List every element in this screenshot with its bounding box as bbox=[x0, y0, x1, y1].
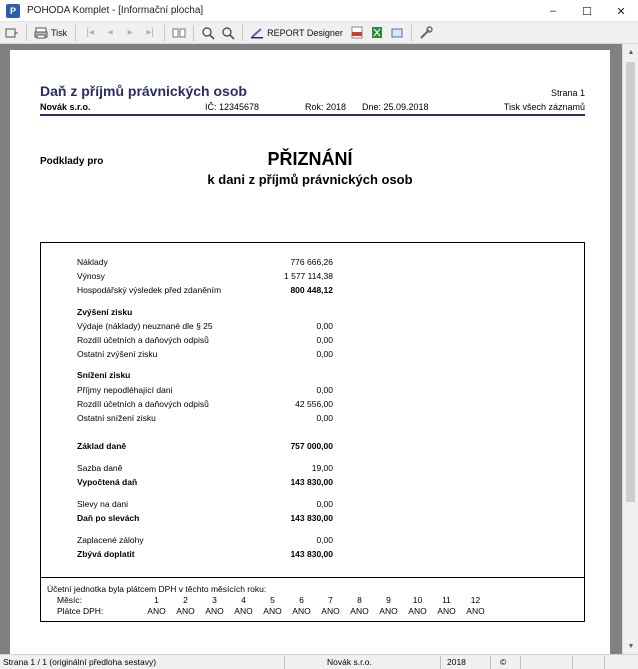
month-number: 11 bbox=[442, 595, 451, 605]
pdf-icon[interactable] bbox=[349, 25, 365, 41]
toolbar-separator bbox=[242, 25, 243, 41]
report-preview-area[interactable] bbox=[0, 44, 622, 654]
month-number: 7 bbox=[328, 595, 333, 605]
row-value: 19,00 bbox=[311, 463, 333, 473]
toolbar-separator bbox=[26, 25, 27, 41]
scroll-down-icon[interactable]: ▼ bbox=[627, 642, 635, 650]
status-company: Novák s.r.o. bbox=[327, 657, 372, 667]
section-heading: Zvýšení zisku bbox=[77, 307, 133, 317]
vat-payer-answer: ANO bbox=[350, 606, 369, 616]
vat-payer-box bbox=[40, 577, 585, 622]
row-label: Ostatní snížení zisku bbox=[77, 413, 156, 423]
status-divider bbox=[520, 656, 521, 669]
vat-payer-answer: ANO bbox=[466, 606, 485, 616]
month-number: 2 bbox=[183, 595, 188, 605]
report-toolbar bbox=[0, 22, 638, 44]
row-label: Vypočtená daň bbox=[77, 477, 138, 487]
row-label: Hospodářský výsledek před zdaněním bbox=[77, 285, 222, 295]
row-value: 143 830,00 bbox=[290, 513, 333, 523]
row-value: 0,00 bbox=[316, 349, 333, 359]
month-number: 1 bbox=[154, 595, 159, 605]
zoom-in-icon[interactable] bbox=[200, 25, 216, 41]
vat-payer-answer: ANO bbox=[205, 606, 224, 616]
pohoda-app-icon: P bbox=[6, 4, 20, 18]
row-value: 800 448,12 bbox=[290, 285, 333, 295]
status-year: 2018 bbox=[447, 657, 466, 667]
report-year: Rok: 2018 bbox=[305, 102, 347, 112]
page-number: Strana 1 bbox=[550, 88, 585, 98]
vat-payer-answer: ANO bbox=[234, 606, 253, 616]
settings-tools-icon[interactable] bbox=[418, 25, 434, 41]
minimize-button[interactable]: – bbox=[549, 5, 557, 17]
row-value: 0,00 bbox=[316, 535, 333, 545]
print-label: Tisk bbox=[51, 27, 68, 38]
two-pages-icon[interactable] bbox=[171, 25, 187, 41]
row-value: 143 830,00 bbox=[290, 549, 333, 559]
status-divider bbox=[440, 656, 441, 669]
vat-payer-answer: ANO bbox=[147, 606, 166, 616]
report-title: Daň z příjmů právnických osob bbox=[40, 83, 247, 99]
vertical-scrollbar[interactable] bbox=[622, 44, 638, 654]
vat-payer-answer: ANO bbox=[437, 606, 456, 616]
month-number: 3 bbox=[212, 595, 217, 605]
row-value: 1 577 114,38 bbox=[284, 271, 333, 281]
status-bar bbox=[0, 654, 638, 669]
month-number: 8 bbox=[357, 595, 362, 605]
status-info-icon: © bbox=[500, 657, 507, 667]
toolbar-separator bbox=[193, 25, 194, 41]
export-icon[interactable] bbox=[4, 25, 20, 41]
row-value: 0,00 bbox=[316, 499, 333, 509]
company-ic: IČ: 12345678 bbox=[205, 102, 260, 112]
vat-payer-answer: ANO bbox=[379, 606, 398, 616]
vat-note: Účetní jednotka byla plátcem DPH v těchto měsících roku: bbox=[47, 584, 267, 594]
row-label: Rozdíl účetních a daňových odpisů bbox=[77, 335, 209, 345]
report-page bbox=[10, 50, 610, 654]
payer-label: Plátce DPH: bbox=[57, 606, 104, 616]
company-name: Novák s.r.o. bbox=[40, 102, 91, 112]
header-divider bbox=[40, 114, 585, 116]
printer-icon bbox=[33, 25, 49, 41]
row-label: Slevy na dani bbox=[77, 499, 129, 509]
excel-icon[interactable] bbox=[369, 25, 385, 41]
vat-payer-answer: ANO bbox=[176, 606, 195, 616]
toolbar-separator bbox=[164, 25, 165, 41]
window-title: POHODA Komplet - [Informační plocha] bbox=[27, 5, 204, 16]
prep-label: Podklady pro bbox=[40, 156, 104, 167]
toolbar-separator bbox=[75, 25, 76, 41]
scrollbar-thumb[interactable] bbox=[626, 62, 635, 502]
status-divider bbox=[572, 656, 573, 669]
previous-page-icon[interactable]: ◂ bbox=[107, 27, 113, 38]
month-number: 12 bbox=[470, 595, 481, 605]
maximize-button[interactable]: ☐ bbox=[582, 5, 592, 18]
title-bar bbox=[0, 0, 638, 22]
month-number: 4 bbox=[241, 595, 246, 605]
first-page-icon[interactable]: |◂ bbox=[86, 27, 94, 38]
row-value: 0,00 bbox=[316, 335, 333, 345]
vat-payer-answer: ANO bbox=[321, 606, 340, 616]
row-value: 757 000,00 bbox=[290, 441, 333, 451]
vat-payer-answer: ANO bbox=[263, 606, 282, 616]
print-button[interactable] bbox=[31, 25, 71, 41]
vat-payer-answer: ANO bbox=[408, 606, 427, 616]
report-scope: Tisk všech záznamů bbox=[503, 102, 585, 112]
month-number: 10 bbox=[412, 595, 423, 605]
toolbar-separator bbox=[411, 25, 412, 41]
report-designer-icon bbox=[249, 25, 265, 41]
vat-payer-answer: ANO bbox=[292, 606, 311, 616]
row-value: 776 666,26 bbox=[290, 257, 333, 267]
document-subheading: k dani z příjmů právnických osob bbox=[207, 172, 413, 187]
row-value: 0,00 bbox=[316, 321, 333, 331]
last-page-icon[interactable]: ▸| bbox=[146, 27, 154, 38]
status-divider bbox=[490, 656, 491, 669]
report-designer-label: REPORT Designer bbox=[267, 27, 343, 38]
row-label: Výdaje (náklady) neuznané dle § 25 bbox=[77, 321, 213, 331]
row-label: Daň po slevách bbox=[77, 513, 140, 523]
month-label: Měsíc: bbox=[57, 595, 83, 605]
row-label: Výnosy bbox=[77, 271, 105, 281]
close-button[interactable]: ✕ bbox=[616, 5, 626, 18]
row-value: 0,00 bbox=[316, 385, 333, 395]
status-pages: Strana 1 / 1 (originální předloha sestavy) bbox=[3, 657, 157, 667]
scroll-up-icon[interactable]: ▲ bbox=[627, 48, 635, 56]
report-date: Dne: 25.09.2018 bbox=[362, 102, 429, 112]
row-label: Sazba daně bbox=[77, 463, 123, 473]
row-value: 42 556,00 bbox=[295, 399, 333, 409]
month-number: 6 bbox=[299, 595, 304, 605]
send-email-icon[interactable] bbox=[389, 25, 405, 41]
section-heading: Snížení zisku bbox=[77, 370, 131, 380]
row-label: Základ daně bbox=[77, 441, 127, 451]
row-label: Příjmy nepodléhající dani bbox=[77, 385, 173, 395]
report-designer-button[interactable] bbox=[247, 25, 347, 41]
next-page-icon[interactable]: ▸ bbox=[127, 27, 133, 38]
row-label: Náklady bbox=[77, 257, 108, 267]
month-number: 5 bbox=[270, 595, 275, 605]
tax-calculation-box bbox=[40, 242, 585, 578]
row-label: Ostatní zvýšení zisku bbox=[77, 349, 158, 359]
row-value: 0,00 bbox=[316, 413, 333, 423]
zoom-out-icon[interactable] bbox=[220, 25, 236, 41]
status-divider bbox=[284, 656, 285, 669]
document-heading: PŘIZNÁNÍ bbox=[267, 149, 353, 169]
row-label: Zbývá doplatit bbox=[77, 549, 135, 559]
row-label: Zaplacené zálohy bbox=[77, 535, 144, 545]
row-label: Rozdíl účetních a daňových odpisů bbox=[77, 399, 209, 409]
row-value: 143 830,00 bbox=[290, 477, 333, 487]
month-number: 9 bbox=[386, 595, 391, 605]
status-divider bbox=[604, 656, 605, 669]
